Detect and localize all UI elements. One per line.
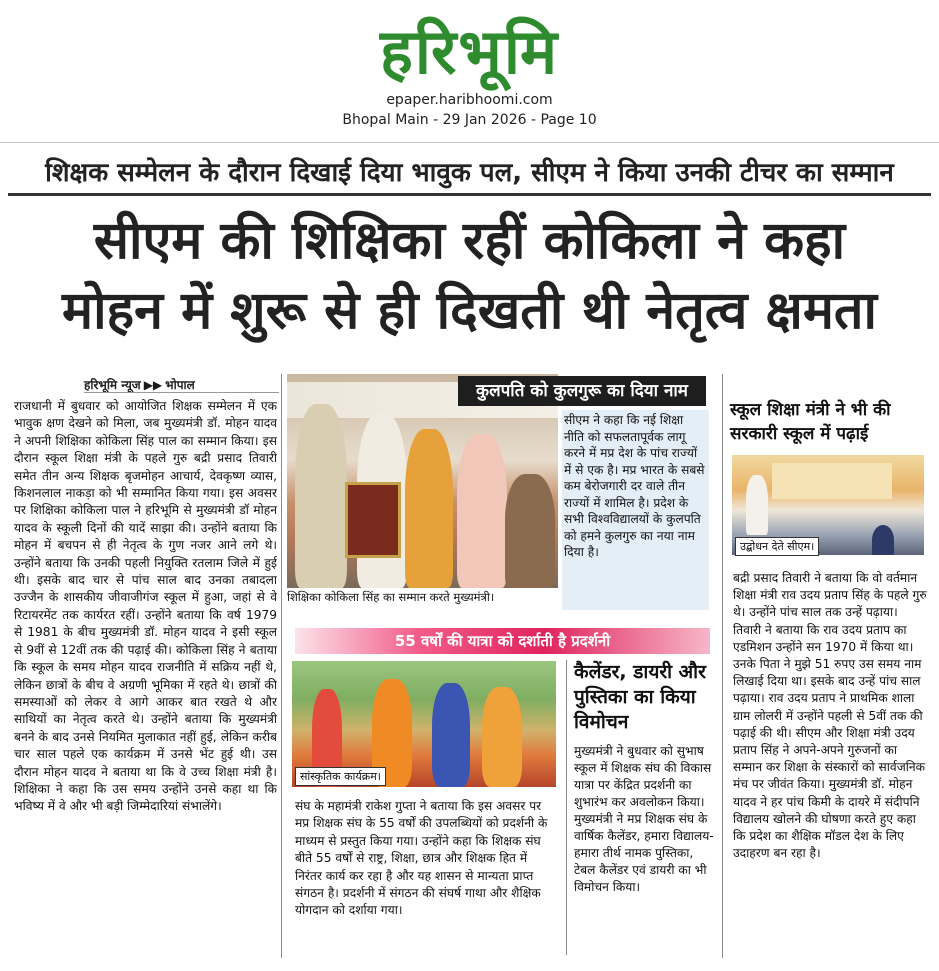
byline-rule [84, 392, 279, 393]
headline-line-2: मोहन में शुरू से ही दिखती थी नेतृत्व क्षमता [61, 281, 878, 341]
masthead-logo[interactable]: हरिभूमि [379, 15, 560, 88]
byline-place: भोपाल [165, 378, 195, 392]
byline-arrow-icon: ▶▶ [143, 378, 163, 392]
box-banner-exhibition: 55 वर्षों की यात्रा को दर्शाती है प्रदर्शनी [295, 628, 710, 654]
figure-shape [295, 404, 347, 588]
byline-source: हरिभूमि न्यूज [84, 378, 141, 392]
box-title-calendar: कैलेंडर, डायरी और पुस्तिका का किया विमोचन [574, 661, 706, 733]
dancer-shape [432, 683, 470, 787]
photo-caption-minister: उद्बोधन देते सीएम। [735, 537, 819, 556]
box-body-calendar: मुख्यमंत्री ने बुधवार को सुभाष स्कूल में शिक्षक संघ की विकास यात्रा पर केंद्रित प्रदर्शनी का शुभारंभ कर अवलोकन किया। मुख्यमंत्री ने मप्र शिक्षक संघ के वार्षिक कैलेंडर, हमारा विद्यालय-हमारा तीर्थ नामक पुस्तिका, टेबल कैलेंडर एवं डायरी का भी विमोचन किया। [574, 744, 714, 894]
box-title-minister: स्कूल शिक्षा मंत्री ने भी की सरकारी स्कूल में पढ़ाई [730, 400, 891, 444]
figure-shape [505, 474, 555, 588]
box-body-kulguru: सीएम ने कहा कि नई शिक्षा नीति को सफलतापूर्वक लागू करने में मप्र देश के पांच राज्यों में से एक है। मप्र भारत के सबसे कम बेरोजगारी दर वाले तीन राज्यों में शामिल है। प्रदेश के सभी विश्वविद्यालयों के कुलपति को हमने कुलगुरु का नया नाम दिया है। [562, 410, 709, 610]
photo-caption-main: शिक्षिका कोकिला सिंह का सम्मान करते मुख्यमंत्री। [287, 590, 558, 605]
column-divider [722, 374, 723, 958]
headline-line-1: सीएम की शिक्षिका रहीं कोकिला ने कहा [93, 211, 846, 271]
site-url[interactable]: epaper.haribhoomi.com [386, 92, 553, 108]
article-body: राजधानी में बुधवार को आयोजित शिक्षक सम्मेलन में एक भावुक क्षण देखने को मिला, जब मुख्यमंत्री डॉ. मोहन यादव ने अपनी शिक्षिका कोकिला सिंह पाल का सम्मान किया। इस दौरान स्कूल शिक्षा मंत्री के पहले गुरु बद्री प्रसाद तिवारी समेत तीन अन्य शिक्षक बृजमोहन आचार्य, देवकृष्ण व्यास, किशनलाल नाकड़ा को भी सम्मानित किया गया। इस अवसर पर शिक्षिका कोकिला पाल ने हरिभूमि से मुख्यमंत्री डॉ मोहन यादव के स्कूली दिनों की यादें साझा की। उन्होंने बताया कि मोहन में बचपन से ही नेतृत्व के गुण नजर आने लगे थे। उन्होंने बताया कि उनकी पहली नियुक्ति रतलाम जिले में हुई थी। इसके बाद चार से पांच साल बाद उनका तबादला उज्जैन के शासकीय जीवाजीगंज स्कूल में हुआ, जहां से वे रिटायरमेंट तक कार्यरत रहीं। उन्होंने बताया कि वर्ष 1979 से 1981 के बीच मुख्यमंत्री डॉ. मोहन यादव ने इसी स्कूल से 9वीं से 12वीं तक की पढ़ाई की। कोकिला सिंह ने बताया कि स्कूल के समय मोहन यादव राजनीति में सक्रिय नहीं थे, लेकिन छात्रों के बीच वे अग्रणी भूमिका में रहते थे। छात्रों की समस्याओं को लेकर वे आगे आकर बात रखते थे और साथियों का नेतृत्व करते थे। उन्होंने बताया कि मुख्यमंत्री बनने के बाद उनसे नियमित मुलाकात नहीं हुई, लेकिन करीब चार साल पहले एक कार्यक्रम में उनसे भेंट हुई थी। उस दौरान मोहन यादव ने बताया था कि वे उच्च शिक्षा मंत्री है। शिक्षिका ने कहा कि उस समय उन्होंने उनसे कहा था कि भविष्य में वे और भी बड़ी जिम्मेदारियां संभालेंगे। [14, 399, 277, 814]
figure-shape [457, 434, 507, 588]
photo-caption-cultural: सांस्कृतिक कार्यक्रम। [295, 767, 386, 786]
memento-frame [345, 482, 401, 558]
figure-shape [746, 475, 768, 535]
article-kicker: शिक्षक सम्मेलन के दौरान दिखाई दिया भावुक पल, सीएम ने किया उनकी टीचर का सम्मान [8, 155, 931, 196]
dancer-shape [482, 687, 522, 787]
column-divider [566, 660, 567, 955]
box-body-minister: बद्री प्रसाद तिवारी ने बताया कि वो वर्तमान शिक्षा मंत्री राव उदय प्रताप सिंह के पहले गुरु थे। उन्होंने पांच साल तक उन्हें पढ़ाया। तिवारी ने बताया कि राव उदय प्रताप का एडमिशन उन्होंने सन 1970 में किया था। उनके पिता ने मुझे 51 रुपए उस समय नाम लिखाई दिया था। इसके बाद उन्हें पांच साल पढ़ाया। राव उदय प्रताप ने प्राथमिक शाला ग्राम लोलरी में उन्होंने पहली से 5वीं तक की पढ़ाई की थी। सीएम और शिक्षा मंत्री उदय प्रताप सिंह ने अपने-अपने गुरुजनों का सम्मान कर शिक्षा के संस्कारों को सार्वजनिक मंच पर जीवंत किया। मुख्यमंत्री डॉ. मोहन यादव ने हर पांच किमी के दायरे में संदीपनि विद्यालय खोलने की घोषणा करते हुए कहा कि प्रदेश का शैक्षिक मॉडल देश के लिए उदाहरण बन रहा है। [733, 571, 927, 861]
column-divider [281, 374, 282, 958]
stage-backdrop [772, 463, 892, 499]
byline [84, 376, 274, 393]
photo-teacher-felicitation [287, 374, 558, 588]
figure-shape [405, 429, 453, 588]
box-title-kulguru: कुलपति को कुलगुरू का दिया नाम [458, 376, 706, 406]
box-body-exhibition: संघ के महामंत्री राकेश गुप्ता ने बताया कि इस अवसर पर मप्र शिक्षक संघ के 55 वर्षों की उपलब्धियों को प्रदर्शनी के माध्यम से प्रस्तुत किया गया। उन्होंने कहा कि शिक्षक संघ बीते 55 वर्षों से राष्ट्र, शिक्षा, छात्र और शिक्षक हित में निरंतर कार्य कर रहा है और यह शासन से मान्यता प्राप्त संगठन है। प्रदर्शनी में संगठन की संघर्ष गाथा और शैक्षिक योगदान को दर्शाया गया। [295, 799, 548, 918]
article-headline [0, 206, 939, 346]
figure-shape [872, 525, 894, 555]
edition-label: Bhopal Main - 29 Jan 2026 - Page 10 [342, 112, 597, 128]
